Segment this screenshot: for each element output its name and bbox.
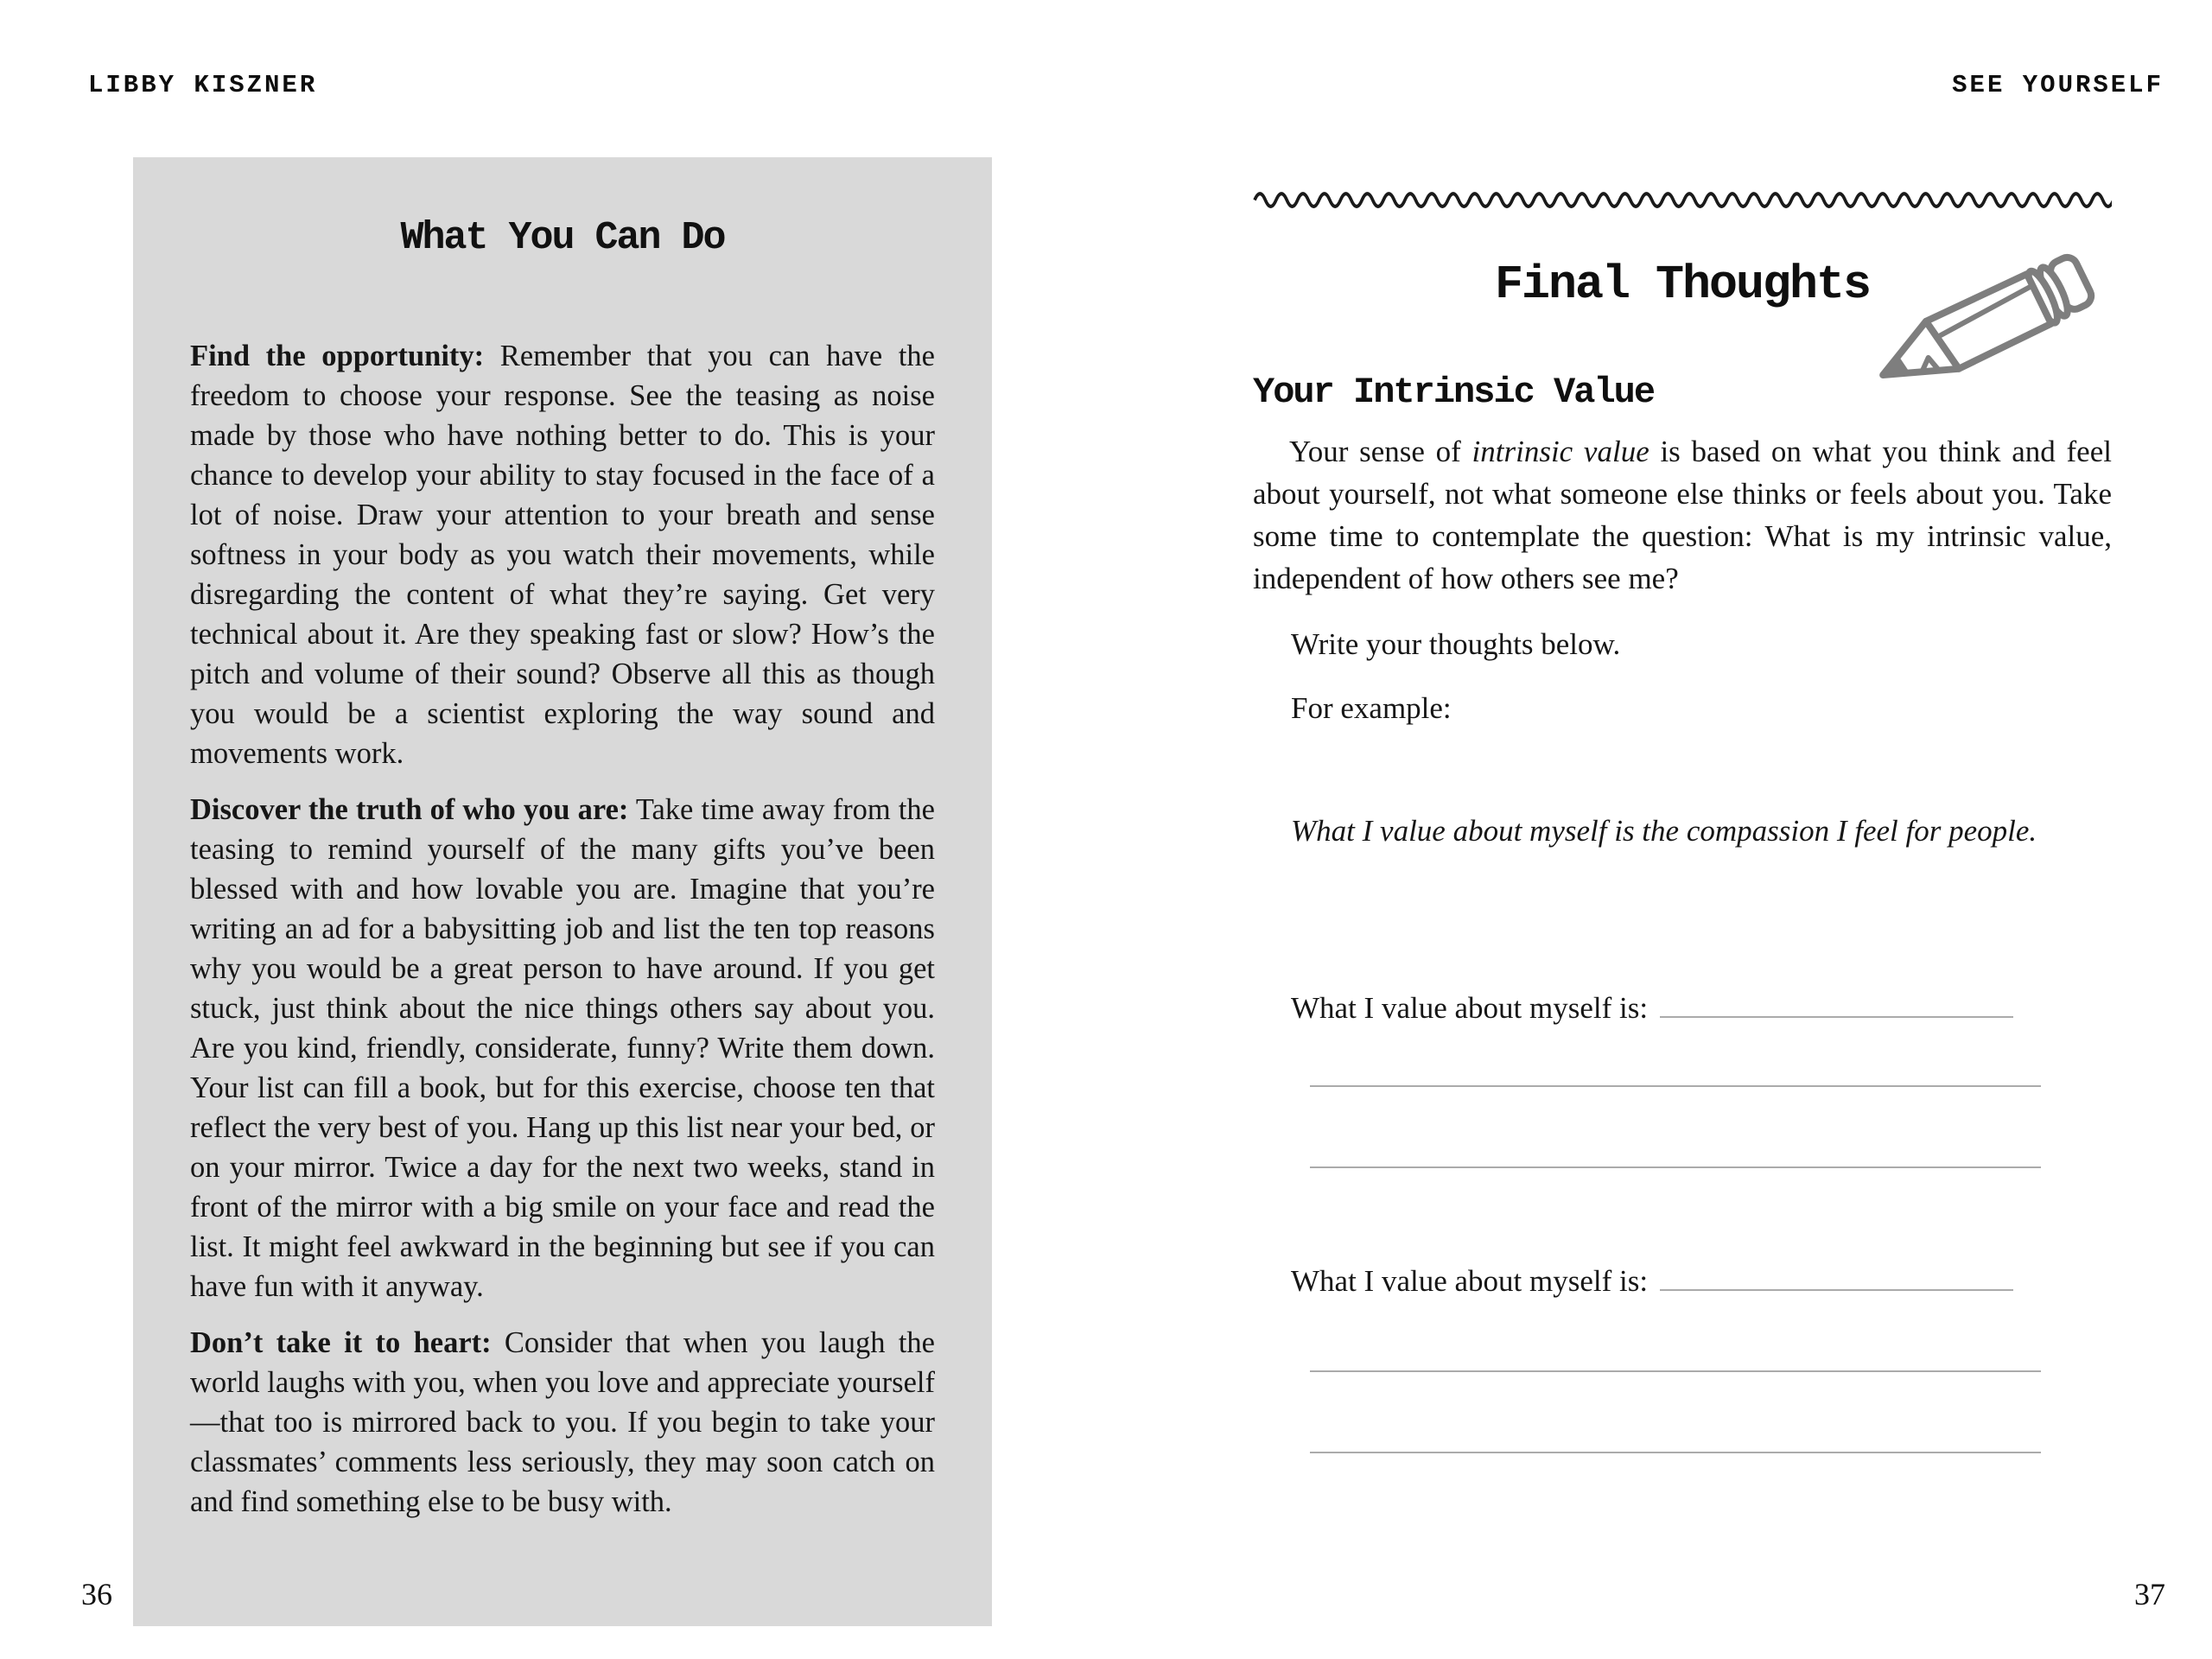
intro-emphasis: intrinsic value: [1471, 435, 1649, 468]
paragraph-lead: Discover the truth of who you are:: [190, 793, 629, 826]
paragraph-find-the-opportunity: [190, 336, 935, 773]
intro-pre: Your sense of: [1289, 435, 1472, 468]
intro-paragraph: [1253, 430, 2112, 600]
paragraph-discover-the-truth: [190, 790, 935, 1306]
paragraph-text: Take time away from the teasing to remind yourself of the many gifts you’ve been blessed with and how lovable you are. Imagine that you’re writing an ad for a babysitting job and list the ten top reasons why you would be a great person to have around. If you get stuck, just think about the nice things others say about you. Are you kind, friendly, considerate, funny? Write them down. Your list can fill a book, but for this exercise, choose ten that reflect the very best of you. Hang up this list near your bed, or on your mirror. Twice a day for the next two weeks, stand in front of the mirror with a big smile on your face and read the list. It might feel awkward in the beginning but see if you can have fun with it anyway.: [190, 793, 935, 1303]
fill-in-label: What I value about myself is:: [1291, 1264, 1649, 1298]
write-in-line: [1310, 1085, 2041, 1087]
running-head-book-title: SEE YOURSELF: [1952, 71, 2164, 99]
paragraph-text: Remember that you can have the freedom to choose your response. See the teasing as noise made by those who have nothing better to do. This is your chance to develop your ability to stay focused in the face of a lot of noise. Draw your attention to your breath and sense softness in your body as you watch their movements, while disregarding the content of what they’re saying. Get very technical about it. Are they speaking fast or slow? How’s the pitch and volume of their sound? Observe all this as though you would be a scientist exploring the way sound and movements work.: [190, 340, 935, 770]
write-prompt: Write your thoughts below.: [1291, 627, 1621, 661]
left-page-body: [190, 336, 935, 1522]
intro-post: is based on what you think and feel about yourself, not what someone else thinks or feels about you. Take some time to contemplate the question: What is my intrinsic value, independent of how others see me?: [1253, 435, 2112, 595]
paragraph-text: Consider that when you laugh the world laughs with you, when you love and appreciate yourself—that too is mirrored back to you. If you begin to take your classmates’ comments less seriously, they may soon catch on and find something else to be busy with.: [190, 1326, 935, 1518]
write-in-line: [1310, 1166, 2041, 1168]
page-number-right: 37: [2134, 1577, 2165, 1611]
page-number-left: 36: [81, 1577, 112, 1611]
write-in-line: [1310, 1370, 2041, 1372]
fill-in-row-1: [1291, 982, 2013, 1027]
fill-in-label: What I value about myself is:: [1291, 991, 1649, 1025]
fill-in-row-2: [1291, 1255, 2013, 1300]
right-page-title: Final Thoughts: [1494, 257, 1871, 312]
write-in-line: [1660, 1255, 2013, 1291]
write-in-line: [1310, 1452, 2041, 1453]
paragraph-dont-take-it-to-heart: [190, 1323, 935, 1522]
left-page-title: What You Can Do: [400, 216, 725, 260]
paragraph-lead: Find the opportunity:: [190, 340, 485, 372]
example-sentence: What I value about myself is the compassion I feel for people.: [1291, 814, 2037, 848]
section-heading: Your Intrinsic Value: [1253, 372, 1655, 413]
wavy-divider-icon: [1253, 181, 2112, 211]
running-head-author: LIBBY KISZNER: [88, 71, 318, 99]
write-in-line: [1660, 982, 2013, 1018]
paragraph-lead: Don’t take it to heart:: [190, 1326, 492, 1359]
left-page-panel: [133, 157, 992, 1626]
example-label: For example:: [1291, 691, 1452, 725]
